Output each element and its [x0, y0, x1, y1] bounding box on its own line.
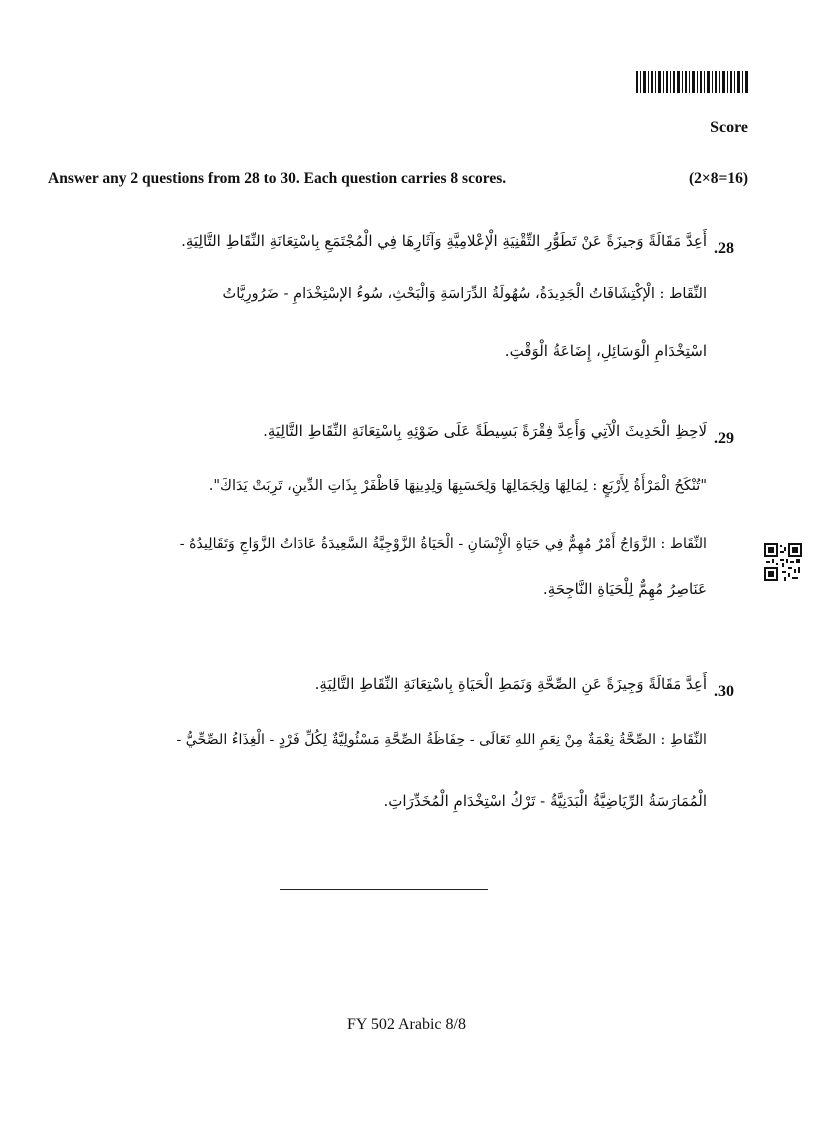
question-29-line-4: عَنَاصِرُ مُهِمٌّ لِلْحَيَاةِ النَّاجِحَةِ. — [542, 580, 707, 598]
question-29-line-3: النِّقَاط : الزَّوَاجُ أَمْرٌ مُهِمٌّ فِي حَيَاةِ الْإِنْسَانِ - الْحَيَاةُ الزَّوْجِيَّةُ السَّعِيدَةُ عَادَاتُ الزَّوَاجِ وَتَقَالِيدُهُ - — [179, 536, 707, 552]
instruction-line — [48, 170, 748, 188]
question-number-30: .30 — [714, 683, 734, 700]
instruction-text: Answer any 2 questions from 28 to 30. Each question carries 8 scores. — [48, 170, 507, 187]
score-label: Score — [710, 119, 748, 136]
question-number-29: .29 — [714, 430, 734, 447]
marks-total: (2×8=16) — [689, 170, 748, 187]
question-30-line-2: النِّقَاطِ : الصِّحَّةُ نِعْمَةٌ مِنْ نِعَمِ اللهِ تَعَالَى - حِفَاظَةُ الصِّحَّةِ مَسْئُولِيَّةٌ لِكُلِّ فَرْدٍ - الْغِذَاءُ الصِّحِّيُّ - — [176, 732, 707, 748]
question-30-line-1: أَعِدَّ مَقَالَةً وَجِيزَةً عَنِ الصِّحَّةِ وَنَمَطِ الْحَيَاةِ بِاسْتِعَانَةِ النِّقَاطِ التَّالِيَةِ. — [314, 675, 707, 693]
question-number-28: .28 — [714, 240, 734, 257]
end-divider — [280, 889, 488, 890]
question-28-line-2: النِّقَاط : الْإكْتِشَافَاتُ الْجَدِيدَةُ، سُهُولَةُ الدِّرَاسَةِ وَالْبَحْثِ، سُوءُ الإسْتِخْدَامِ - ضَرُورِيَّاتُ — [222, 286, 707, 302]
question-30-line-3: الْمُمَارَسَةُ الرِّيَاضِيَّةُ الْبَدَنِيَّةُ - تَرْكُ اسْتِخْدَامِ الْمُخَدِّرَاتِ. — [383, 792, 707, 810]
question-29-line-2: "تُنْكَحُ الْمَرْأَةُ لِأَرْبَعٍ : لِمَالِهَا وَلِجَمَالِهَا وَلِحَسَبِهَا وَلِدِينِهَا فَاظْفَرْ بِذَاتِ الدِّينِ، تَرِبَتْ يَدَاكَ". — [208, 478, 707, 494]
question-29-line-1: لَاحِظِ الْحَدِيثَ الْآتِي وَأَعِدَّ فِقْرَةً بَسِيطَةً عَلَى ضَوْئِهِ بِاسْتِعَانَةِ النِّقَاطِ التَّالِيَةِ. — [263, 422, 707, 440]
qr-code — [764, 543, 802, 581]
question-28-line-3: اسْتِخْدَامِ الْوَسَائِلِ، إِضَاعَةُ الْوَقْتِ. — [504, 342, 707, 360]
question-28-line-1: أَعِدَّ مَقَالَةً وَجيزَةً عَنْ تَطَوُّرِ التِّقْنِيَةِ الْإعْلامِيَّةِ وَآثَارِهَا فِي الْمُجْتَمَعِ بِاسْتِعَانَةِ النِّقَاطِ التَّالِيَةِ. — [181, 232, 707, 250]
barcode — [636, 71, 748, 93]
page-footer: FY 502 Arabic 8/8 — [347, 1016, 466, 1033]
